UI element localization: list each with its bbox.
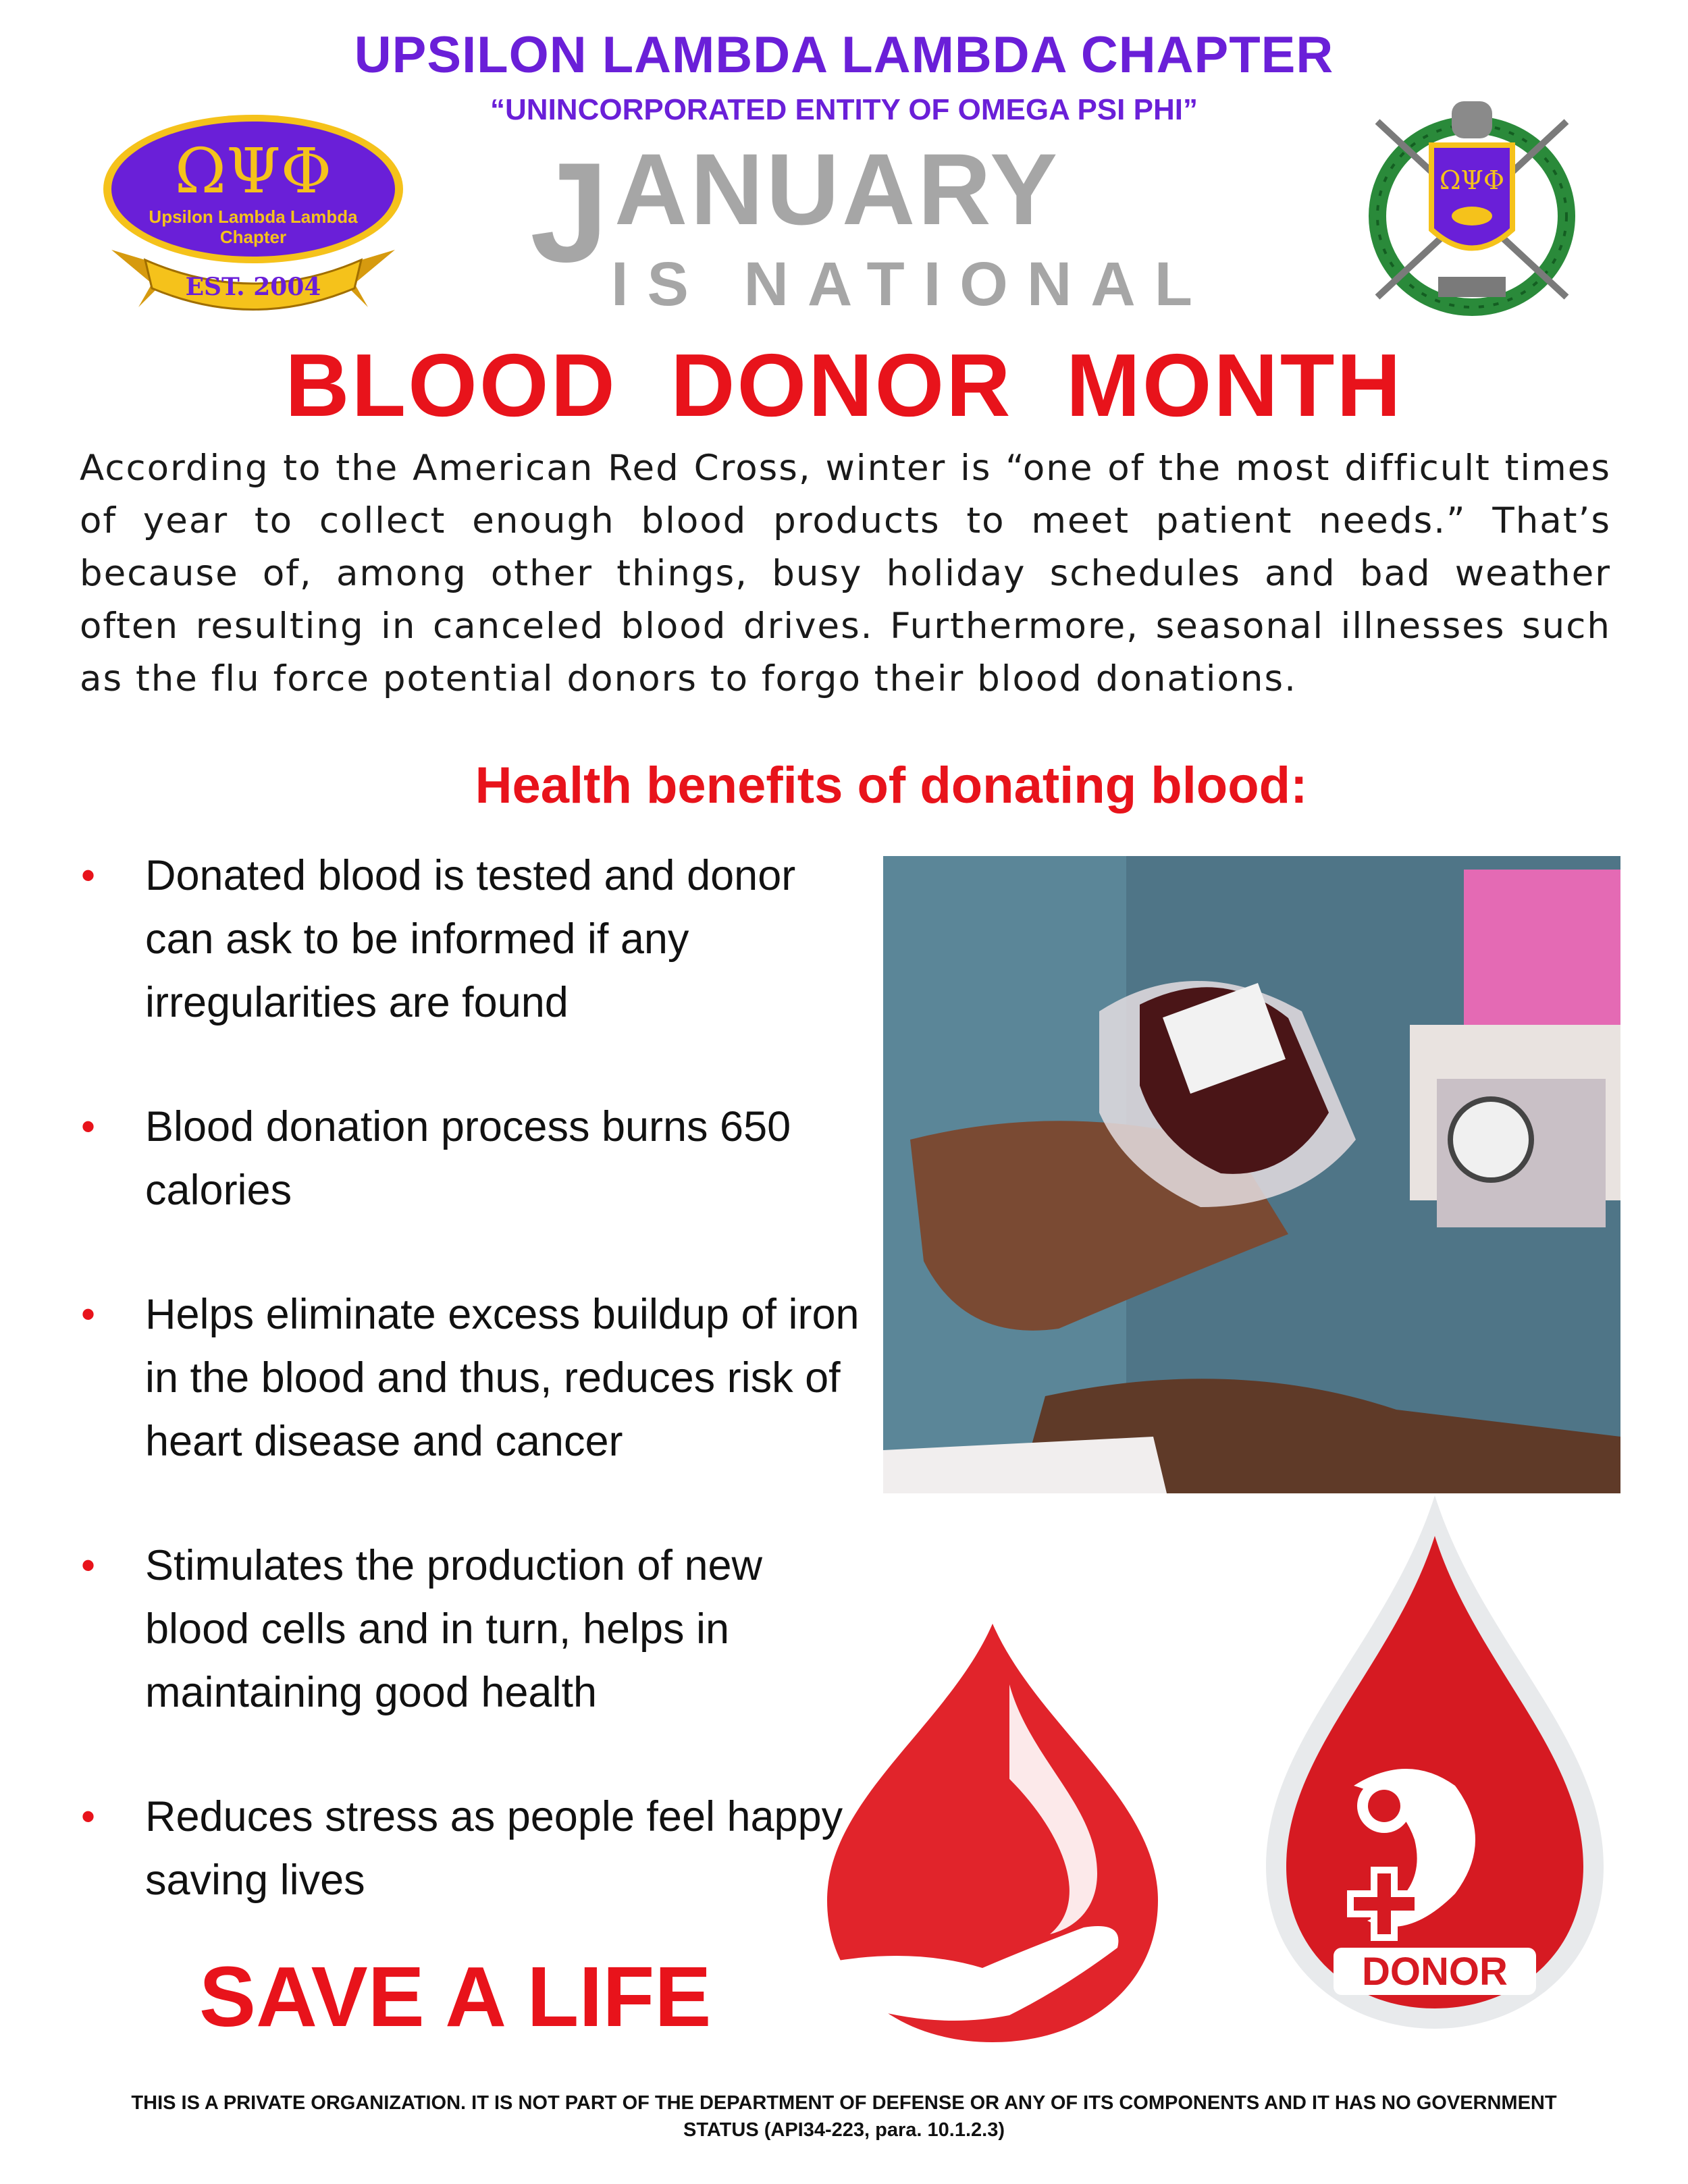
save-a-life-text: SAVE A LIFE [199, 1949, 712, 2044]
chapter-subtitle: “UNINCORPORATED ENTITY OF OMEGA PSI PHI” [490, 93, 1198, 126]
bullet-icon: • [81, 853, 96, 898]
month-initial: J [530, 133, 609, 292]
donor-label: DONOR [1362, 1950, 1508, 1994]
benefit-text: Blood donation process burns 650 calories [145, 1103, 791, 1214]
logo-letters: ΩΨΦ [174, 135, 332, 207]
blood-drop-hand-icon [807, 1610, 1178, 2049]
list-item [78, 844, 861, 1034]
blood-donation-photo [883, 856, 1620, 1493]
list-item [78, 1534, 861, 1724]
chapter-logo-icon [98, 111, 408, 314]
benefit-text: Stimulates the production of new blood cells and in turn, helps in maintaining good health [145, 1542, 763, 1716]
fraternity-crest-icon [1357, 95, 1587, 317]
blood-drop-donor [1252, 1489, 1617, 2035]
list-item [78, 1283, 861, 1473]
month-rest: ANUARY [614, 132, 1061, 246]
chapter-title: UPSILON LAMBDA LAMBDA CHAPTER [354, 26, 1334, 84]
bullet-icon: • [81, 1291, 96, 1337]
benefit-text: Donated blood is tested and donor can ask to be informed if any irregularities are found [145, 852, 796, 1026]
crest-letters: ΩΨΦ [1440, 165, 1504, 195]
logo-established: EST. 2004 [185, 273, 321, 301]
blood-drop-hand [807, 1610, 1178, 2049]
disclaimer: THIS IS A PRIVATE ORGANIZATION. IT IS NOT PART OF THE DEPARTMENT OF DEFENSE OR ANY OF ITS COMPONENTS AND IT HAS NO GOVERNMENT STATUS (API34-223, para. 10.1.2.3) [131, 2092, 1557, 2141]
list-item [78, 1785, 861, 1912]
is-national: IS NATIONAL [611, 250, 1211, 319]
logo-name-line1: Upsilon Lambda Lambda [149, 207, 358, 227]
bullet-icon: • [81, 1104, 96, 1149]
intro-paragraph: According to the American Red Cross, winter is “one of the most difficult times of year to collect enough blood products to meet patient needs.” That’s because of, among other things, busy holiday schedules and bad weather often resulting in canceled blood drives. Furthermore, seasonal illnesses such as the flu force potential donors to forgo their blood donations. [80, 448, 1611, 699]
blood-drop-donor-icon [1252, 1489, 1617, 2035]
logo-name-line2: Chapter [219, 227, 287, 247]
fraternity-crest [1357, 95, 1587, 317]
blood-donation-photo-icon [883, 856, 1620, 1493]
page-title: BLOOD DONOR MONTH [285, 336, 1403, 435]
list-item [78, 1095, 861, 1222]
bullet-icon: • [81, 1543, 96, 1588]
bullet-icon: • [81, 1794, 96, 1839]
chapter-logo [98, 111, 408, 314]
benefits-heading: Health benefits of donating blood: [475, 757, 1308, 814]
benefit-text: Helps eliminate excess buildup of iron in the blood and thus, reduces risk of heart disease and cancer [145, 1291, 860, 1465]
benefits-list [78, 844, 861, 1973]
benefit-text: Reduces stress as people feel happy saving lives [145, 1793, 843, 1904]
